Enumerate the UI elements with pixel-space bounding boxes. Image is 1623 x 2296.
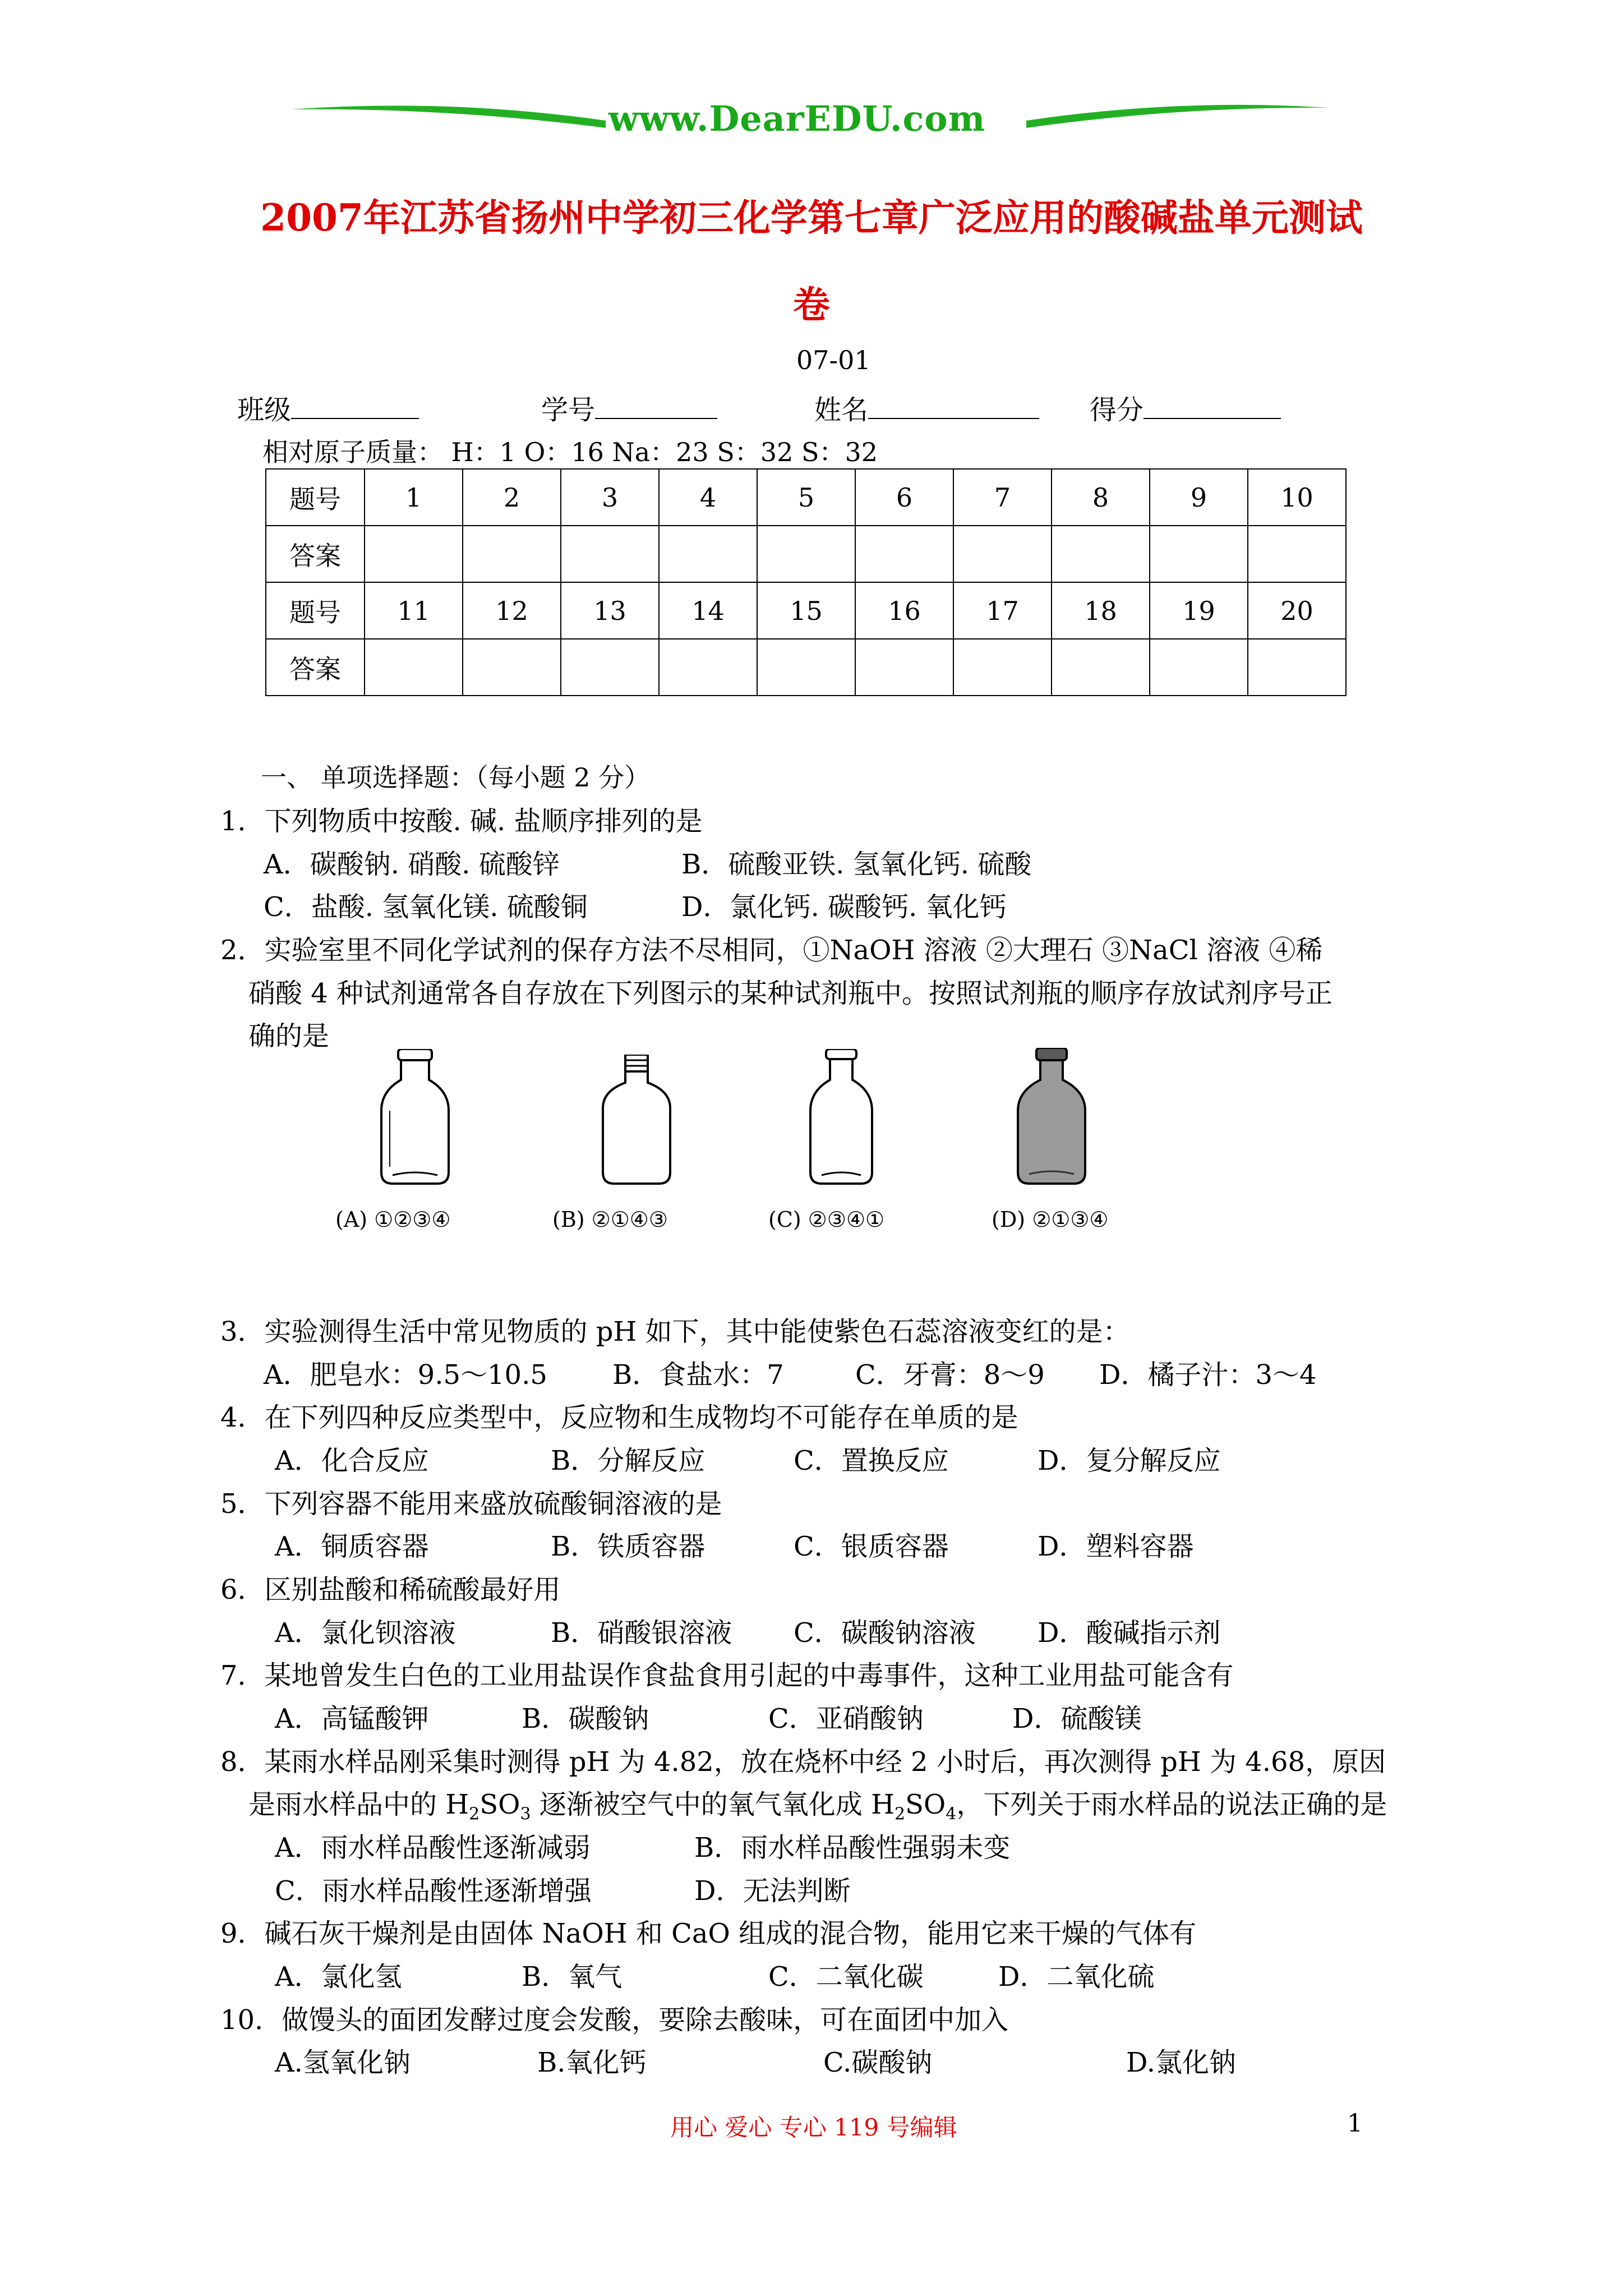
q2-option-d[interactable]: (D) ②①③④ bbox=[992, 1207, 1109, 1232]
answer-cell[interactable] bbox=[463, 526, 561, 582]
q6-option-b[interactable]: B．硝酸银溶液 bbox=[551, 1617, 732, 1649]
answer-cell[interactable] bbox=[561, 526, 659, 582]
table-cell: 20 bbox=[1248, 582, 1346, 639]
question-2-stem-line2: 硝酸 4 种试剂通常各自存放在下列图示的某种试剂瓶中。按照试剂瓶的顺序存放试剂序号正 bbox=[248, 978, 1333, 1009]
question-9-stem: 9．碱石灰干燥剂是由固体 NaOH 和 CaO 组成的混合物，能用它来干燥的气体有 bbox=[220, 1918, 1197, 1949]
answer-table bbox=[265, 468, 1347, 696]
question-6-stem: 6．区别盐酸和稀硫酸最好用 bbox=[220, 1574, 561, 1605]
answer-cell[interactable] bbox=[855, 526, 953, 582]
question-2-stem: 2．实验室里不同化学试剂的保存方法不尽相同，①NaOH 溶液 ②大理石 ③NaCl 溶液 ④稀 bbox=[220, 935, 1323, 966]
answer-cell[interactable] bbox=[1248, 639, 1346, 696]
q7-option-a[interactable]: A．高锰酸钾 bbox=[275, 1703, 429, 1734]
answer-cell[interactable] bbox=[1150, 639, 1248, 696]
name-field: 姓名 bbox=[814, 388, 1039, 427]
q4-option-c[interactable]: C．置换反应 bbox=[794, 1445, 949, 1476]
table-row bbox=[266, 639, 1346, 696]
table-cell: 14 bbox=[659, 582, 757, 639]
answer-cell[interactable] bbox=[561, 639, 659, 696]
question-8-stem-line2: 是雨水样品中的 $H_2SO_3$ 逐渐被空气中的氧气氧化成 $H_2SO_4$，下列关于雨水样品的说法正确的是 bbox=[248, 1789, 1387, 1824]
table-cell: 5 bbox=[757, 469, 855, 526]
answer-cell[interactable] bbox=[855, 639, 953, 696]
q9-option-a[interactable]: A．氯化氢 bbox=[275, 1961, 402, 1993]
q10-option-d[interactable]: D.氯化钠 bbox=[1126, 2047, 1237, 2078]
q4-option-a[interactable]: A．化合反应 bbox=[275, 1445, 429, 1476]
q2-option-c[interactable]: (C) ②③④① bbox=[768, 1207, 885, 1232]
table-cell: 13 bbox=[561, 582, 659, 639]
header-logo[interactable]: www.DearEDU.com bbox=[608, 98, 986, 139]
table-row-label: 答案 bbox=[266, 526, 365, 582]
q3-option-d[interactable]: D．橘子汁：3～4 bbox=[1099, 1359, 1317, 1391]
table-cell: 1 bbox=[365, 469, 463, 526]
page-title: 2007年江苏省扬州中学初三化学第七章广泛应用的酸碱盐单元测试 bbox=[260, 196, 1363, 240]
q1-option-d[interactable]: D．氯化钙. 碳酸钙. 氧化钙 bbox=[681, 891, 1007, 923]
question-2-stem-line3: 确的是 bbox=[248, 1020, 330, 1052]
q2-option-b[interactable]: (B) ②①④③ bbox=[552, 1207, 668, 1232]
score-field: 得分 bbox=[1090, 388, 1281, 427]
footer-text: 用心 爱心 专心 119 号编辑 bbox=[670, 2114, 957, 2141]
q10-option-b[interactable]: B.氧化钙 bbox=[537, 2047, 647, 2078]
question-4-stem: 4．在下列四种反应类型中，反应物和生成物均不可能存在单质的是 bbox=[220, 1402, 1018, 1433]
q9-option-d[interactable]: D．二氧化硫 bbox=[998, 1961, 1155, 1993]
table-row-label: 答案 bbox=[266, 639, 365, 696]
table-cell: 10 bbox=[1248, 469, 1346, 526]
table-row bbox=[266, 526, 1346, 582]
bottle-c-icon bbox=[799, 1049, 883, 1189]
answer-cell[interactable] bbox=[757, 526, 855, 582]
q3-option-c[interactable]: C．牙膏：8～9 bbox=[855, 1359, 1045, 1391]
q10-option-a[interactable]: A.氢氧化钠 bbox=[275, 2047, 411, 2078]
q1-option-a[interactable]: A．碳酸钠. 硝酸. 硫酸锌 bbox=[264, 849, 560, 880]
answer-cell[interactable] bbox=[365, 639, 463, 696]
q8-option-a[interactable]: A．雨水样品酸性逐渐减弱 bbox=[275, 1832, 591, 1864]
section-heading: 一、 单项选择题：（每小题 2 分） bbox=[261, 762, 651, 793]
answer-cell[interactable] bbox=[365, 526, 463, 582]
table-cell: 11 bbox=[365, 582, 463, 639]
q9-option-b[interactable]: B．氧气 bbox=[522, 1961, 623, 1993]
answer-cell[interactable] bbox=[1052, 639, 1150, 696]
date: 07-01 bbox=[796, 345, 871, 375]
question-10-stem: 10．做馒头的面团发酵过度会发酸，要除去酸味，可在面团中加入 bbox=[220, 2004, 1009, 2036]
q7-option-d[interactable]: D．硫酸镁 bbox=[1012, 1703, 1142, 1734]
question-5-stem: 5．下列容器不能用来盛放硫酸铜溶液的是 bbox=[220, 1488, 722, 1520]
table-cell: 8 bbox=[1052, 469, 1150, 526]
atomic-masses: 相对原子质量： H：1 O：16 Na：23 S：32 S：32 bbox=[262, 437, 878, 467]
bottle-b-icon bbox=[594, 1055, 679, 1189]
answer-cell[interactable] bbox=[659, 526, 757, 582]
table-cell: 6 bbox=[855, 469, 953, 526]
question-1-stem: 1．下列物质中按酸. 碱. 盐顺序排列的是 bbox=[220, 806, 703, 837]
q1-option-b[interactable]: B．硫酸亚铁. 氢氧化钙. 硫酸 bbox=[681, 849, 1032, 880]
q1-option-c[interactable]: C．盐酸. 氢氧化镁. 硫酸铜 bbox=[264, 891, 588, 923]
table-cell: 4 bbox=[659, 469, 757, 526]
q2-option-a[interactable]: (A) ①②③④ bbox=[335, 1207, 451, 1232]
class-field: 班级 bbox=[237, 388, 419, 427]
table-row-label: 题号 bbox=[266, 582, 365, 639]
table-cell: 12 bbox=[463, 582, 561, 639]
q10-option-c[interactable]: C.碳酸钠 bbox=[823, 2047, 933, 2078]
q6-option-c[interactable]: C．碳酸钠溶液 bbox=[794, 1617, 976, 1649]
answer-cell[interactable] bbox=[659, 639, 757, 696]
q3-option-b[interactable]: B．食盐水：7 bbox=[612, 1359, 784, 1391]
q4-option-b[interactable]: B．分解反应 bbox=[551, 1445, 706, 1476]
answer-cell[interactable] bbox=[757, 639, 855, 696]
table-cell: 17 bbox=[953, 582, 1052, 639]
table-row bbox=[266, 582, 1346, 639]
q5-option-b[interactable]: B．铁质容器 bbox=[551, 1531, 706, 1562]
bottle-d-icon bbox=[1009, 1048, 1094, 1189]
question-7-stem: 7．某地曾发生白色的工业用盐误作食盐食用引起的中毒事件，这种工业用盐可能含有 bbox=[220, 1660, 1234, 1691]
q9-option-c[interactable]: C．二氧化碳 bbox=[768, 1961, 924, 1993]
answer-cell[interactable] bbox=[953, 639, 1052, 696]
q5-option-c[interactable]: C．银质容器 bbox=[794, 1531, 949, 1562]
answer-cell[interactable] bbox=[1248, 526, 1346, 582]
q6-option-d[interactable]: D．酸碱指示剂 bbox=[1038, 1617, 1221, 1649]
q5-option-d[interactable]: D．塑料容器 bbox=[1038, 1531, 1194, 1562]
table-cell: 19 bbox=[1150, 582, 1248, 639]
answer-cell[interactable] bbox=[1052, 526, 1150, 582]
table-cell: 15 bbox=[757, 582, 855, 639]
q6-option-a[interactable]: A．氯化钡溶液 bbox=[275, 1617, 456, 1649]
table-cell: 16 bbox=[855, 582, 953, 639]
answer-cell[interactable] bbox=[1150, 526, 1248, 582]
table-row-label: 题号 bbox=[266, 469, 365, 526]
q8-option-b[interactable]: B．雨水样品酸性强弱未变 bbox=[694, 1832, 1011, 1864]
page-number: 1 bbox=[1347, 2109, 1363, 2138]
table-cell: 3 bbox=[561, 469, 659, 526]
q5-option-a[interactable]: A．铜质容器 bbox=[275, 1531, 429, 1562]
table-cell: 2 bbox=[463, 469, 561, 526]
question-8-stem: 8．某雨水样品刚采集时测得 pH 为 4.82，放在烧杯中经 2 小时后，再次测得 pH 为 4.68，原因 bbox=[220, 1746, 1386, 1778]
q3-option-a[interactable]: A．肥皂水：9.5～10.5 bbox=[264, 1359, 547, 1391]
q7-option-c[interactable]: C．亚硝酸钠 bbox=[768, 1703, 924, 1734]
answer-cell[interactable] bbox=[463, 639, 561, 696]
table-cell: 7 bbox=[953, 469, 1052, 526]
student-no-field: 学号 bbox=[541, 388, 717, 427]
question-3-stem: 3．实验测得生活中常见物质的 pH 如下，其中能使紫色石蕊溶液变红的是： bbox=[220, 1316, 1130, 1347]
q7-option-b[interactable]: B．碳酸钠 bbox=[522, 1703, 649, 1734]
q4-option-d[interactable]: D．复分解反应 bbox=[1038, 1445, 1221, 1476]
bottle-a-icon bbox=[373, 1049, 457, 1189]
answer-cell[interactable] bbox=[953, 526, 1052, 582]
q8-option-d[interactable]: D．无法判断 bbox=[694, 1875, 851, 1907]
table-row bbox=[266, 469, 1346, 526]
table-cell: 18 bbox=[1052, 582, 1150, 639]
table-cell: 9 bbox=[1150, 469, 1248, 526]
q8-option-c[interactable]: C．雨水样品酸性逐渐增强 bbox=[275, 1875, 592, 1907]
page-title-continued: 卷 bbox=[793, 283, 830, 326]
